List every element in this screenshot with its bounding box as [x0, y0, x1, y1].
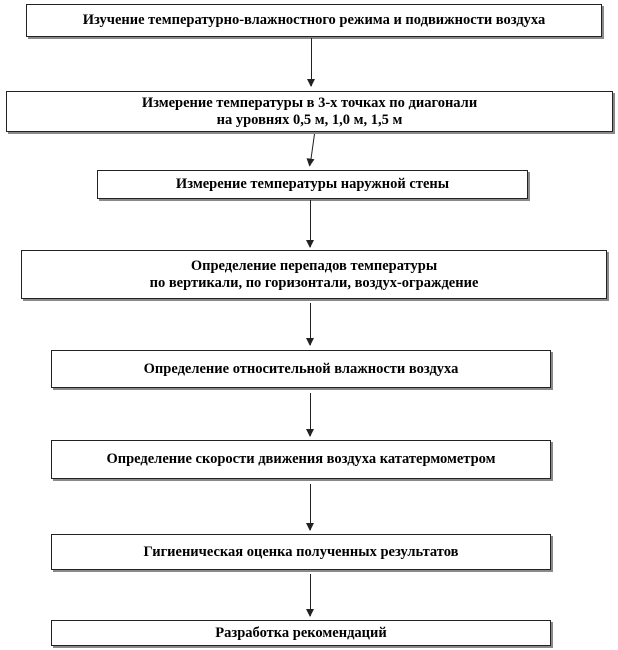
step-box-4 — [21, 250, 607, 299]
step-3-line-1: Измерение температуры наружной стены — [175, 176, 450, 192]
step-box-3 — [97, 170, 528, 199]
step-8-line-1: Разработка рекомендаций — [215, 624, 387, 641]
step-box-6 — [51, 440, 551, 479]
step-5-line-1: Определение относительной влажности воздуха — [143, 360, 459, 377]
step-4-line-2: по вертикали, по горизонтали, воздух-ограждение — [149, 274, 479, 291]
step-box-8 — [51, 620, 551, 646]
step-4-line-1: Определение перепадов температуры — [190, 257, 438, 274]
arrow-7-to-8 — [310, 574, 311, 616]
step-2-line-1: Измерение температуры в 3-х точках по диагонали — [141, 94, 478, 111]
arrow-5-to-6 — [310, 393, 311, 436]
step-6-line-1: Определение скорости движения воздуха кататермометром — [106, 451, 496, 467]
arrow-6-to-7 — [310, 484, 311, 530]
step-2-line-2: на уровнях 0,5 м, 1,0 м, 1,5 м — [216, 111, 403, 128]
step-box-1 — [26, 4, 602, 37]
step-box-5 — [51, 350, 551, 388]
arrow-3-to-4 — [310, 200, 311, 247]
step-box-2 — [6, 91, 613, 132]
step-7-line-1: Гигиеническая оценка полученных результатов — [143, 543, 459, 560]
step-1-line-1: Изучение температурно-влажностного режима и подвижности воздуха — [82, 12, 546, 28]
step-box-7 — [51, 534, 551, 570]
arrow-4-to-5 — [310, 303, 311, 345]
arrow-1-to-2 — [311, 38, 312, 86]
arrow-2-to-3 — [310, 134, 315, 166]
